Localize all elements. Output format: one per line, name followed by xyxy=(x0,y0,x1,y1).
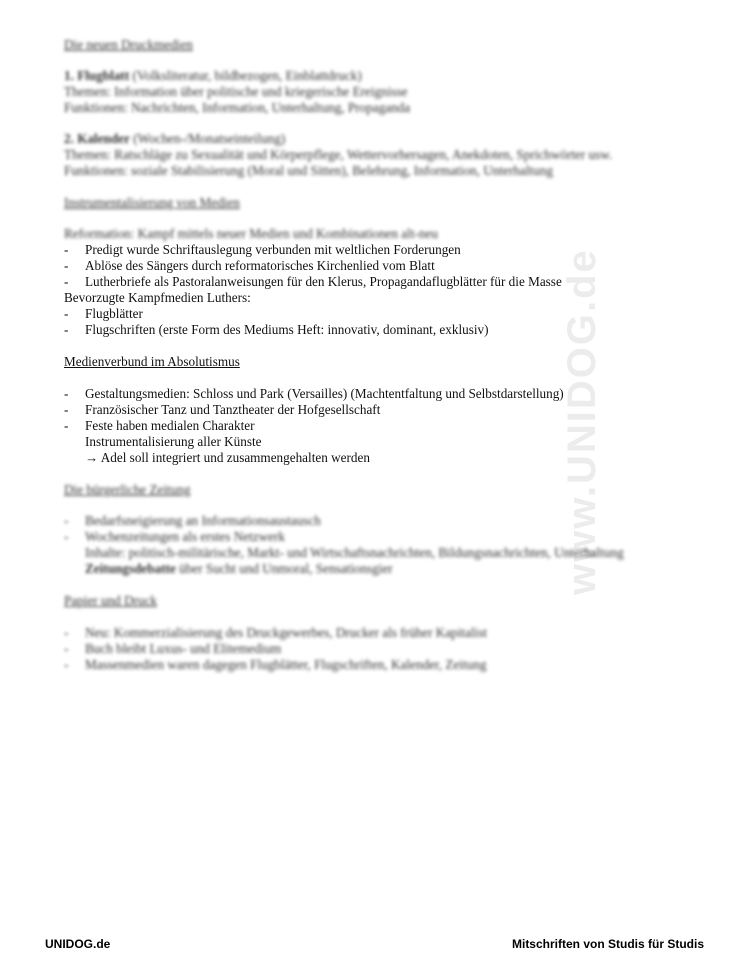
item-note: über Sucht und Unmoral, Sensationsgier xyxy=(179,561,393,576)
section-title: Die bürgerliche Zeitung xyxy=(64,482,191,497)
text-line: Inhalte: politisch-militärische, Markt- und Wirtschaftsnachrichten, Bildungsnachrichten, Unterhaltung xyxy=(85,545,624,560)
list-item-text: Französischer Tanz und Tanztheater der Hofgesellschaft xyxy=(85,402,381,417)
list-item-text: Massenmedien waren dagegen Flugblätter, Flugschriften, Kalender, Zeitung xyxy=(85,657,487,672)
bullet-dash: - xyxy=(64,513,69,528)
text-line: Instrumentalisierung aller Künste xyxy=(85,434,262,449)
list-item-text: Wochenzeitungen als erstes Netzwerk xyxy=(85,529,285,544)
bullet-dash: - xyxy=(64,386,69,401)
bullet-dash: - xyxy=(64,418,69,433)
bullet-dash: - xyxy=(64,258,69,273)
list-item-text: Gestaltungsmedien: Schloss und Park (Versailles) (Machtentfaltung und Selbstdarstellung) xyxy=(85,386,564,401)
section-title: Medienverbund im Absolutismus xyxy=(64,354,240,369)
bullet-dash: - xyxy=(64,641,69,656)
list-item-text: Lutherbriefe als Pastoralanweisungen für den Klerus, Propagandaflugblätter für die Masse xyxy=(85,274,562,289)
text-line: Bevorzugte Kampfmedien Luthers: xyxy=(64,290,251,305)
bullet-dash: - xyxy=(64,625,69,640)
bullet-dash: - xyxy=(64,274,69,289)
list-item-text: Flugblätter xyxy=(85,306,143,321)
list-item xyxy=(64,131,285,147)
text-line: Funktionen: soziale Stabilisierung (Moral und Sitten), Belehrung, Information, Unterhaltung xyxy=(64,163,553,178)
section-title: Die neuen Druckmedien xyxy=(64,37,193,52)
text-line: Funktionen: Nachrichten, Information, Unterhaltung, Propaganda xyxy=(64,100,411,115)
list-item-text: Neu: Kommerzialisierung des Druckgewerbes, Drucker als früher Kapitalist xyxy=(85,625,488,640)
list-item-text: Flugschriften (erste Form des Mediums Heft: innovativ, dominant, exklusiv) xyxy=(85,322,489,337)
bullet-dash: - xyxy=(64,322,69,337)
list-item-text: Ablöse des Sängers durch reformatorisches Kirchenlied vom Blatt xyxy=(85,258,435,273)
text-line: → Adel soll integriert und zusammengehalten werden xyxy=(85,450,370,465)
list-item-text: Bedarfsneigierung an Informationsaustausch xyxy=(85,513,321,528)
text-line: Reformation: Kampf mittels neuer Medien und Kombinationen alt-neu xyxy=(64,226,438,241)
bullet-dash: - xyxy=(64,242,69,257)
item-note: (Volksliteratur, bildbezogen, Einblattdruck) xyxy=(132,68,362,83)
bullet-dash: - xyxy=(64,529,69,544)
bullet-dash: - xyxy=(64,657,69,672)
list-item xyxy=(64,68,362,84)
text-line: Themen: Ratschläge zu Sexualität und Körperpflege, Wettervorhersagen, Anekdoten, Sprichwörter usw. xyxy=(64,147,613,162)
item-note: (Wochen-/Monatseinteilung) xyxy=(133,131,286,146)
footer-brand-link[interactable]: UNIDOG.de xyxy=(45,937,111,951)
section-title: Papier und Druck xyxy=(64,593,158,608)
item-heading: 1. Flugblatt xyxy=(64,68,130,83)
section-title: Instrumentalisierung von Medien xyxy=(64,195,240,210)
item-heading: Zeitungsdebatte xyxy=(85,561,176,576)
bullet-dash: - xyxy=(64,306,69,321)
watermark: www.UNIDOG.de xyxy=(560,248,604,595)
footer-tagline: Mitschriften von Studis für Studis xyxy=(511,937,704,951)
bullet-dash: - xyxy=(64,402,69,417)
list-item-text: Feste haben medialen Charakter xyxy=(85,418,255,433)
list-item-text: Predigt wurde Schriftauslegung verbunden mit weltlichen Forderungen xyxy=(85,242,461,257)
item-heading: 2. Kalender xyxy=(64,131,130,146)
text-line: Themen: Information über politische und kriegerische Ereignisse xyxy=(64,84,408,99)
text-line xyxy=(85,561,393,577)
list-item-text: Buch bleibt Luxus- und Elitemedium xyxy=(85,641,282,656)
